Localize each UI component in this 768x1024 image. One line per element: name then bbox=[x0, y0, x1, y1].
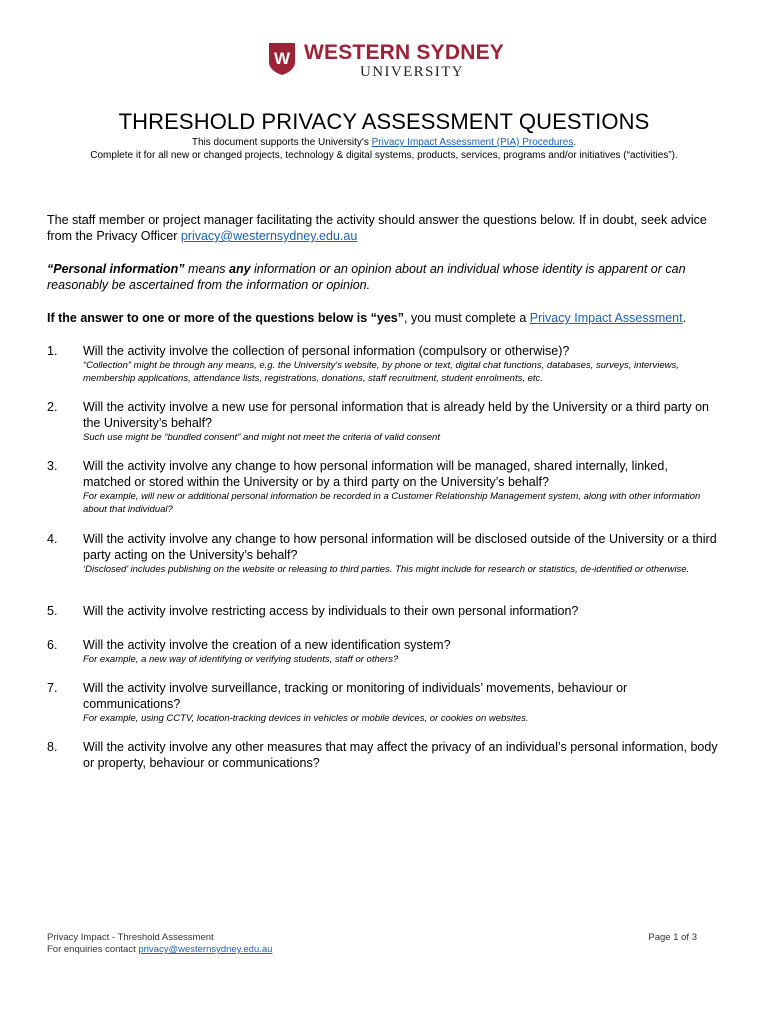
question-note: “Collection” might be through any means, e.g. the University's website, by phone or text, digital chat functions, databases, surveys, interviews, membership applications, attendance lists, registrations, donations, staff recruitment, student enrolments, etc. bbox=[83, 360, 679, 384]
shield-logo-icon bbox=[268, 42, 296, 76]
question-number: 4. bbox=[47, 532, 58, 546]
question-number: 7. bbox=[47, 681, 58, 695]
footer-contact bbox=[47, 944, 272, 956]
question-note: For example, a new way of identifying or verifying students, staff or others? bbox=[83, 654, 399, 665]
page-number: Page 1 of 3 bbox=[648, 932, 697, 943]
question-text: Will the activity involve restricting access by individuals to their own personal information? bbox=[83, 604, 579, 618]
question-text: Will the activity involve any change to how personal information will be managed, shared internally, linked, matched or stored within the University or by a third party on the University’s behalf? bbox=[83, 459, 668, 489]
page-title: THRESHOLD PRIVACY ASSESSMENT QUESTIONS bbox=[118, 109, 650, 134]
footer-contact-label: For enquiries contact bbox=[47, 944, 139, 955]
question-number: 3. bbox=[47, 459, 58, 473]
question-number: 2. bbox=[47, 400, 58, 414]
pia-procedures-link[interactable]: Privacy Impact Assessment (PIA) Procedures bbox=[371, 137, 574, 148]
question-note: For example, will new or additional personal information be recorded in a Customer Relationship Management system, along with other information about that individual? bbox=[83, 491, 701, 515]
footer-email-link[interactable]: privacy@westernsydney.edu.au bbox=[138, 944, 273, 955]
subtitle-line1-text: This document supports the University's bbox=[191, 137, 372, 148]
question-number: 6. bbox=[47, 638, 58, 652]
question-number: 1. bbox=[47, 344, 58, 358]
footer-title: Privacy Impact - Threshold Assessment bbox=[47, 932, 214, 943]
intro-text: The staff member or project manager facilitating the activity should answer the questions below. If in doubt, seek advice from the Privacy Officer bbox=[47, 213, 707, 243]
rule-paragraph bbox=[47, 310, 727, 326]
logo-line2: UNIVERSITY bbox=[360, 64, 464, 80]
definition-any: any bbox=[229, 262, 251, 276]
question-text: Will the activity involve the creation of a new identification system? bbox=[83, 638, 451, 652]
question-text: Will the activity involve any change to how personal information will be disclosed outside of the University or a third party acting on the University’s behalf? bbox=[83, 532, 717, 562]
question-text: Will the activity involve the collection of personal information (compulsory or otherwise)? bbox=[83, 344, 570, 358]
rule-end: . bbox=[682, 311, 687, 325]
definition-rest: information or an opinion about an individual whose identity is apparent or can reasonably be ascertained from the information or opinion. bbox=[47, 262, 686, 292]
question-text: Will the activity involve any other measures that may affect the privacy of an individual’s personal information, body or property, behaviour or communications? bbox=[83, 740, 718, 770]
logo-line1: WESTERN SYDNEY bbox=[304, 41, 504, 64]
pia-link[interactable]: Privacy Impact Assessment bbox=[529, 311, 683, 325]
definition-means: means bbox=[184, 262, 229, 276]
privacy-email-link[interactable]: privacy@westernsydney.edu.au bbox=[180, 229, 358, 243]
question-note: For example, using CCTV, location-tracking devices in vehicles or mobile devices, or cookies on websites. bbox=[83, 713, 529, 724]
question-note: ‘Disclosed’ includes publishing on the website or releasing to third parties. This might include for research or statistics, de-identified or otherwise. bbox=[83, 564, 690, 575]
question-number: 5. bbox=[47, 604, 58, 618]
definition-paragraph bbox=[47, 261, 727, 293]
definition-term: “Personal information” bbox=[47, 262, 185, 276]
question-note: Such use might be “bundled consent” and might not meet the criteria of valid consent bbox=[83, 432, 440, 443]
rule-bold: If the answer to one or more of the questions below is “yes” bbox=[47, 311, 405, 325]
subtitle-line1 bbox=[0, 137, 768, 149]
subtitle-line2: Complete it for all new or changed projects, technology & digital systems, products, services, programs and/or initiatives (“activities”). bbox=[90, 150, 678, 161]
subtitle-line1-end: . bbox=[573, 137, 577, 148]
question-text: Will the activity involve a new use for personal information that is already held by the University or a third party on the University’s behalf? bbox=[83, 400, 709, 430]
university-logo bbox=[268, 42, 504, 80]
question-text: Will the activity involve surveillance, tracking or monitoring of individuals’ movements, behaviour or communications? bbox=[83, 681, 628, 711]
rule-middle: , you must complete a bbox=[404, 311, 530, 325]
question-number: 8. bbox=[47, 740, 58, 754]
shield-letter: W bbox=[273, 49, 291, 68]
intro-paragraph bbox=[47, 212, 727, 244]
